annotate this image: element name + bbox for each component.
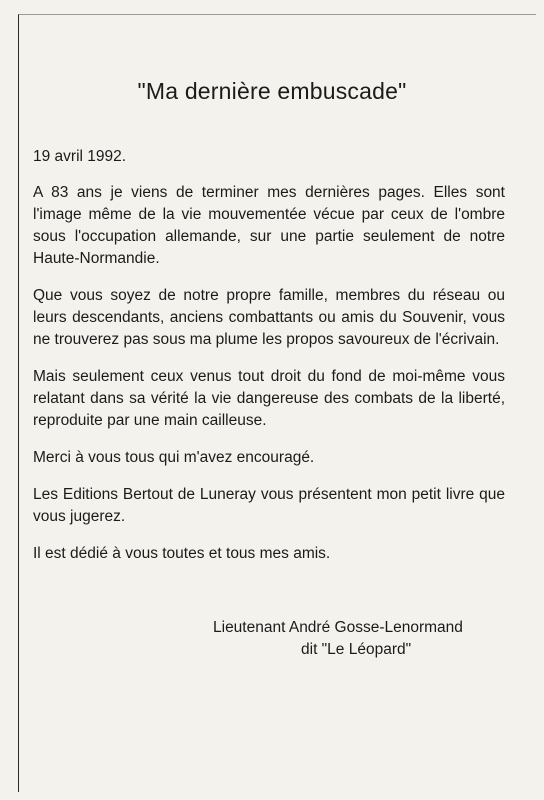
paragraph-dedication: Il est dédié à vous toutes et tous mes amis. (33, 545, 331, 562)
signature-name: Lieutenant André Gosse-Lenormand (213, 619, 463, 636)
document-title: "Ma dernière embuscade" (137, 78, 407, 104)
signature-alias: dit "Le Léopard" (301, 641, 412, 658)
paragraph-thanks: Merci à vous tous qui m'avez encouragé. (33, 449, 315, 466)
date-line: 19 avril 1992. (33, 148, 127, 165)
document-body (33, 146, 505, 580)
paragraph-audience: Que vous soyez de notre propre famille, membres du réseau ou leurs descendants, anciens combattants ou amis du Souvenir, vous ne trouverez pas sous ma plume les propos savoureux de l'écrivain. (33, 287, 505, 348)
paragraph-publisher: Les Editions Bertout de Luneray vous présentent mon petit livre que vous jugerez. (33, 486, 505, 525)
paragraph-intro: A 83 ans je viens de terminer mes dernières pages. Elles sont l'image même de la vie mouvementée vécue par ceux de l'ombre sous l'occupation allemande, sur une partie seulement de notre Haute-Normandie. (33, 184, 505, 267)
paragraph-testimony: Mais seulement ceux venus tout droit du fond de moi-même vous relatant dans sa vérité la vie dangereuse des combats de la liberté, reproduite par une main cailleuse. (33, 368, 505, 429)
